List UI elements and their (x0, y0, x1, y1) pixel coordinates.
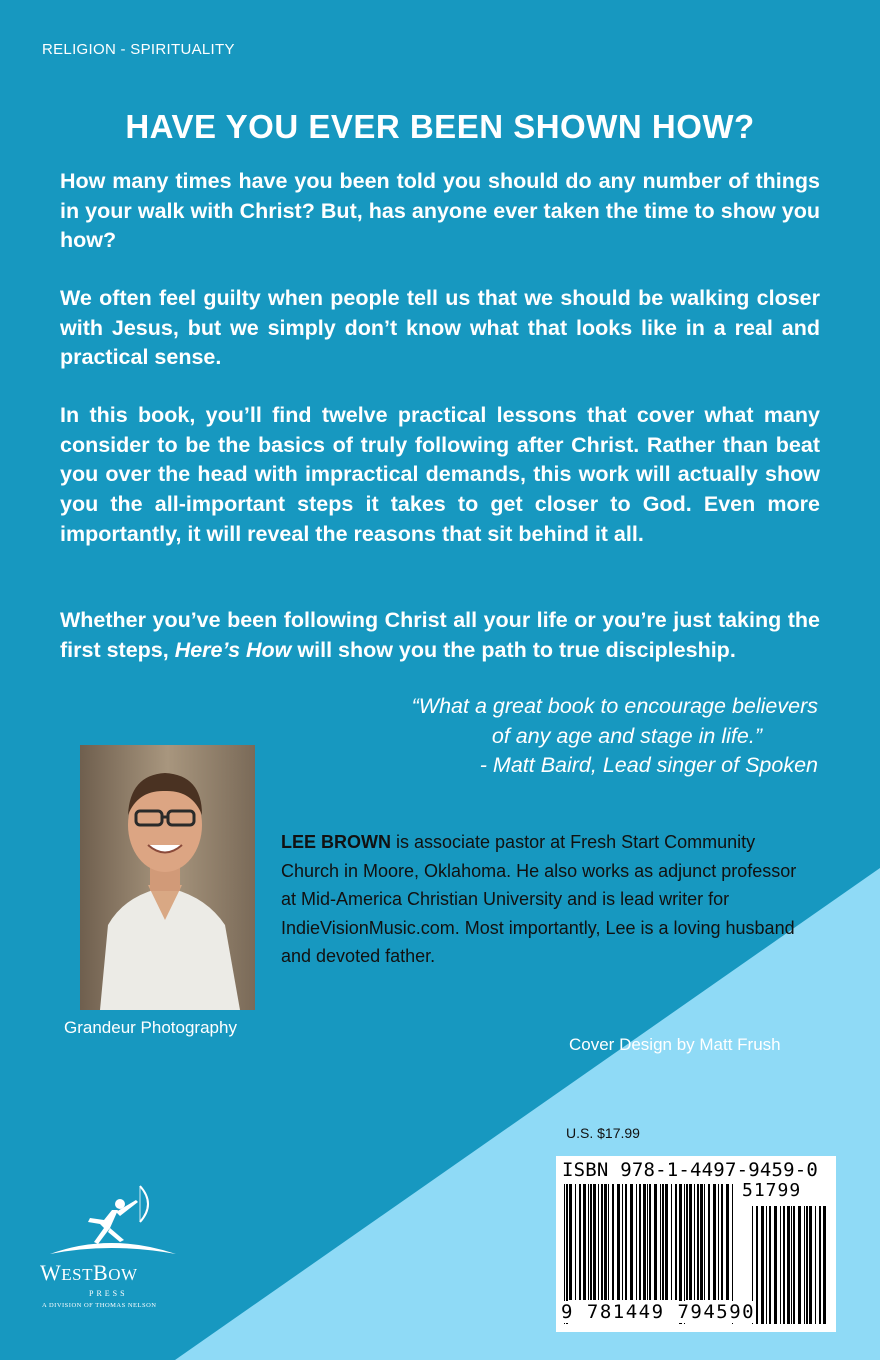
barcode (556, 1156, 836, 1332)
endorsement-quote (298, 692, 818, 781)
ean-number: 9 781449 794590 (561, 1301, 756, 1323)
photo-credit: Grandeur Photography (64, 1018, 237, 1037)
quote-line-1: “What a great book to encourage believers (411, 694, 818, 718)
author-bio: LEE BROWN is associate pastor at Fresh Start Community Church in Moore, Oklahoma. He also works as adjunct professor at Mid-America Christian University and is lead writer for IndieVisionMusic.com. Most importantly, Lee is a loving husband and devoted father. (281, 832, 797, 966)
headline: HAVE YOU EVER BEEN SHOWN HOW? (125, 108, 755, 145)
author-name: LEE BROWN (281, 832, 391, 852)
paragraph-2: We often feel guilty when people tell us that we should be walking closer with Jesus, but we simply don’t know what that looks like in a real and practical sense. (60, 286, 820, 370)
addon-barcode-bars (752, 1206, 828, 1324)
price-label: U.S. $17.99 (566, 1125, 640, 1141)
publisher-division: A DIVISION OF THOMAS NELSON (42, 1302, 157, 1309)
paragraph-3: In this book, you’ll find twelve practical lessons that cover what many consider to be the basics of truly following after Christ. Rather than beat you over the head with impractical demands, this work will actually show you the all-important steps it takes to get closer to God. Even more importantly, it will reveal the reasons that sit behind it all. (60, 403, 820, 546)
publisher-sub: PRESS (89, 1289, 128, 1298)
book-title: Here’s How (174, 637, 292, 662)
paragraph-1: How many times have you been told you should do any number of things in your walk with Christ? But, has anyone ever taken the time to show you how? (60, 169, 820, 253)
cover-design-credit: Cover Design by Matt Frush (569, 1035, 781, 1054)
westbow-press-logo (30, 1182, 190, 1322)
isbn-text: ISBN 978-1-4497-9459-0 (562, 1159, 819, 1181)
quote-line-2: of any age and stage in life.” (491, 723, 762, 748)
author-photo (80, 745, 255, 1010)
addon-number: 51799 (742, 1180, 802, 1201)
publisher-name: WESTBOW (40, 1260, 138, 1285)
archer-icon (40, 1182, 180, 1262)
quote-attribution: - Matt Baird, Lead singer of Spoken (479, 753, 818, 778)
paragraph-4: Whether you’ve been following Christ all your life or you’re just taking the first steps, Here’s How will show you the path to true discipleship. (60, 608, 820, 662)
category-label: RELIGION - SPIRITUALITY (42, 41, 235, 58)
